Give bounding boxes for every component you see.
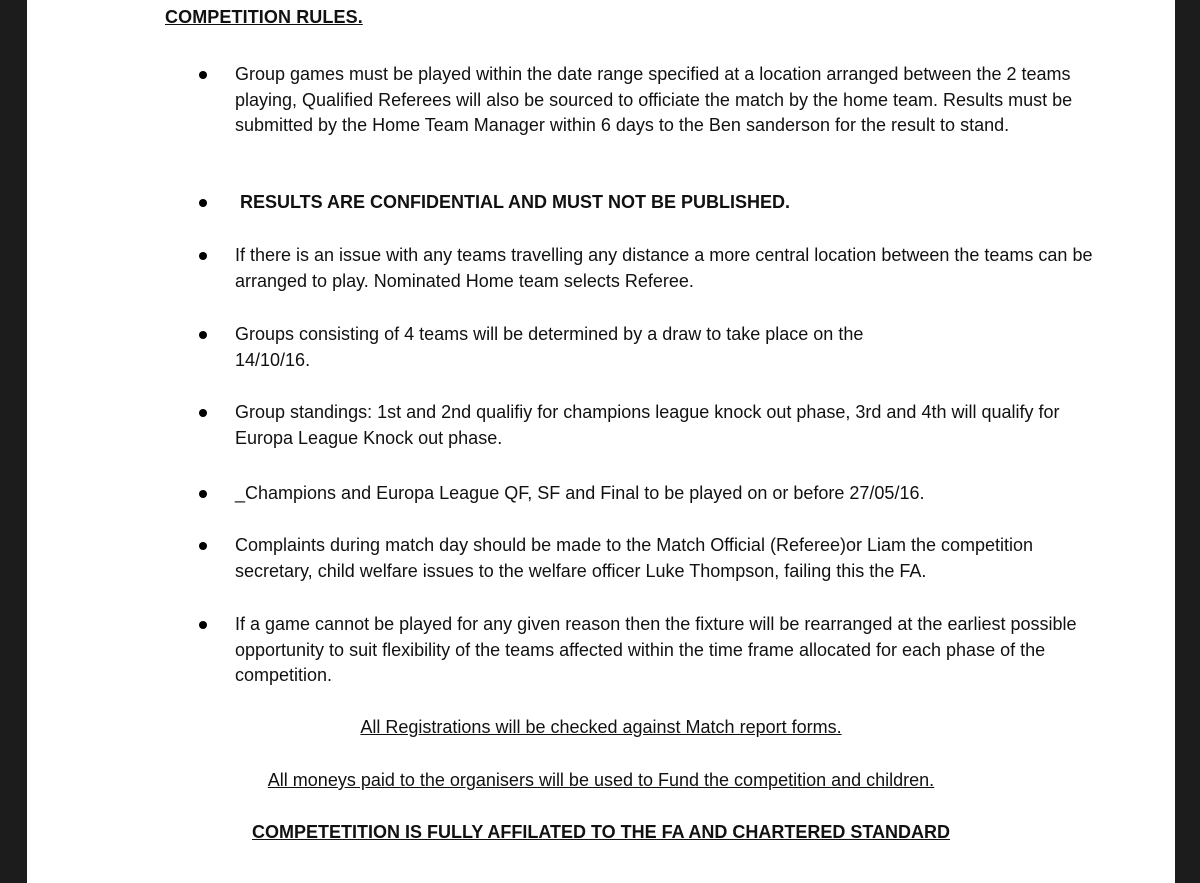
affiliation-note: COMPETETITION IS FULLY AFFILATED TO THE FA AND CHARTERED STANDARD	[251, 822, 950, 842]
bullet-icon	[199, 331, 207, 339]
rule-text: Group standings: 1st and 2nd qualifiy for champions league knock out phase, 3rd and 4th will qualify for Europa League Knock out phase.	[235, 402, 1060, 448]
rule-text: Group games must be played within the date range specified at a location arranged between the 2 teams playing, Qualified Referees will also be sourced to officiate the match by the home team. Results must be submitted by the Home Team Manager within 6 days to the Ben sanderson for the result to stand.	[235, 64, 1073, 135]
registrations-note: All Registrations will be checked against Match report forms.	[360, 717, 842, 737]
rule-text: Groups consisting of 4 teams will be determined by a draw to take place on the 14/10/16.	[235, 324, 864, 370]
bullet-icon	[199, 542, 207, 550]
bullet-icon	[199, 252, 207, 260]
bullet-icon	[199, 199, 207, 207]
moneys-note: All moneys paid to the organisers will be used to Fund the competition and children.	[267, 770, 935, 790]
rule-text: Complaints during match day should be made to the Match Official (Referee)or Liam the competition secretary, child welfare issues to the welfare officer Luke Thompson, failing this the FA.	[235, 535, 1034, 581]
bullet-icon	[199, 490, 207, 498]
page-title: COMPETITION RULES.	[165, 7, 363, 27]
document-page	[27, 0, 1175, 883]
rule-text: If there is an issue with any teams travelling any distance a more central location between the teams can be arranged to play. Nominated Home team selects Referee.	[235, 245, 1093, 291]
bullet-icon	[199, 71, 207, 79]
rule-text: _Champions and Europa League QF, SF and Final to be played on or before 27/05/16.	[235, 483, 925, 503]
bullet-icon	[199, 409, 207, 417]
rule-text: If a game cannot be played for any given reason then the fixture will be rearranged at the earliest possible opportunity to suit flexibility of the teams affected within the time frame allocated for each phase of the competition.	[235, 614, 1077, 685]
rule-text: RESULTS ARE CONFIDENTIAL AND MUST NOT BE PUBLISHED.	[240, 192, 791, 212]
bullet-icon	[199, 621, 207, 629]
